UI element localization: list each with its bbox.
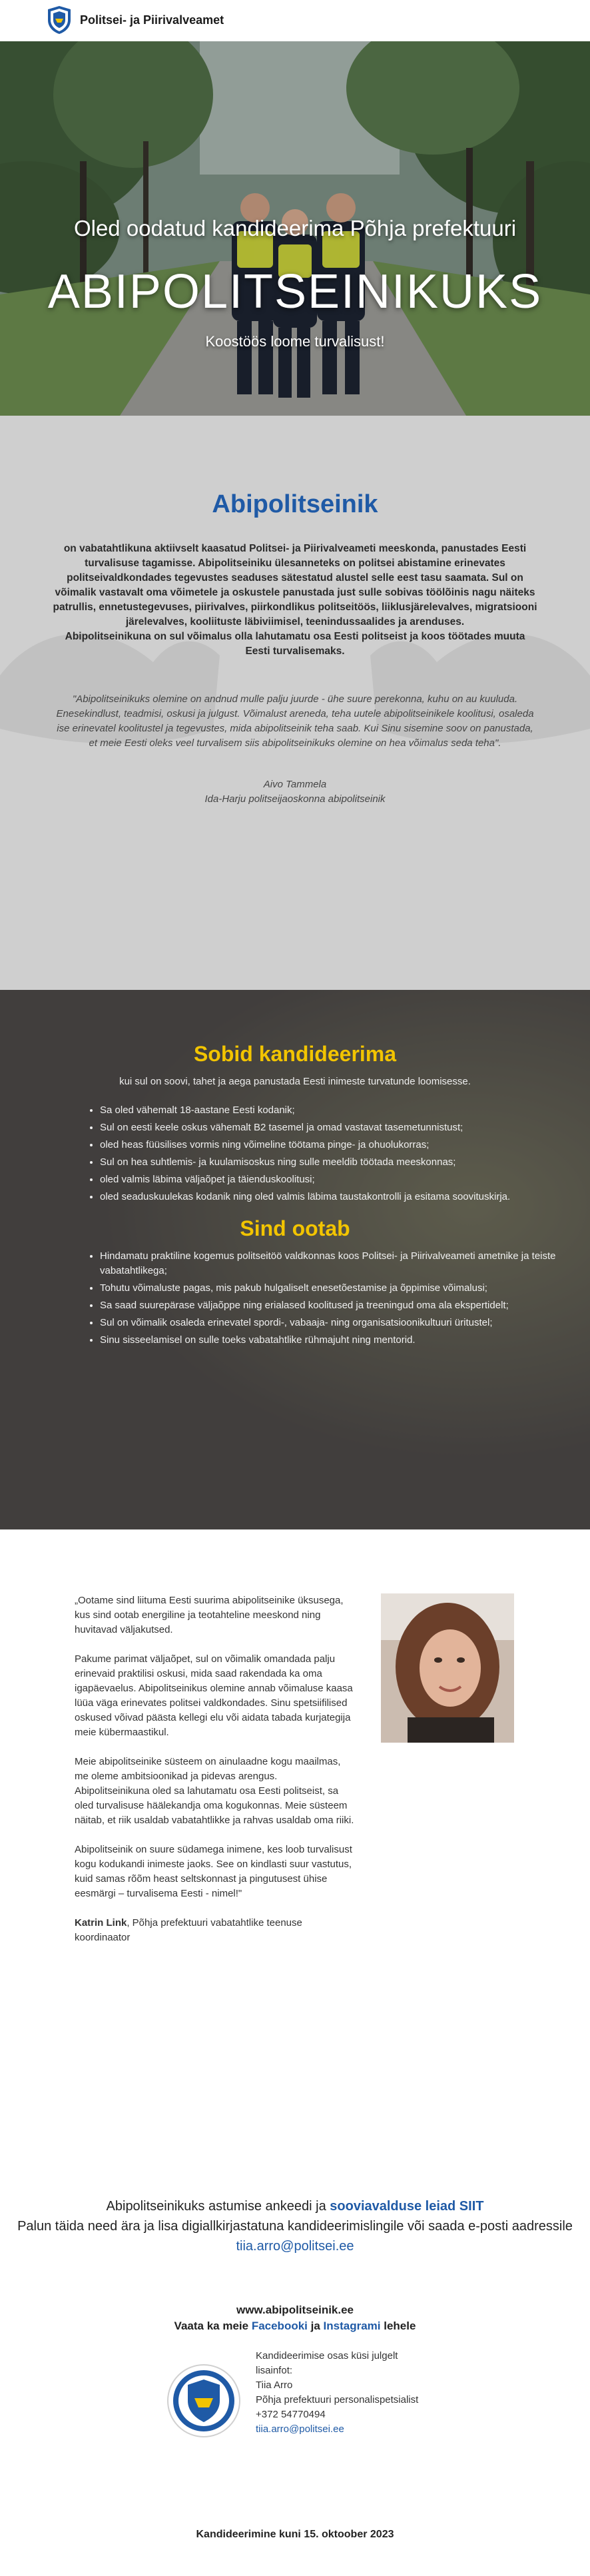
cta-line-1 [0, 2196, 590, 2216]
application-link[interactable]: sooviavalduse leiad SIIT [330, 2199, 484, 2214]
intro-description [52, 542, 538, 659]
requirements-list [84, 1103, 563, 1204]
cta-text-2: Palun täida need ära ja lisa digiallkirjastatuna kandideerimislingile või saada e-posti aadressile [17, 2219, 573, 2234]
signature-name: Aivo Tammela [263, 779, 327, 790]
list-item: • Sul on eesti keele oskus vähemalt B2 tasemel ja omad vastavat tasemetunnistust; [100, 1120, 563, 1135]
email-link[interactable]: tiia.arro@politsei.ee [236, 2239, 354, 2254]
list-item: • Hindamatu praktiline kogemus politseitöö valdkonnas koos Politsei- ja Piirivalveameti ametnike ja teiste vabatahtlikega; [100, 1249, 563, 1278]
social-text-end: lehele [380, 2320, 416, 2332]
author-photo [381, 1593, 514, 1743]
deadline-text: Kandideerimine kuni 15. oktoober 2023 [196, 2529, 394, 2540]
intro-section [0, 416, 590, 990]
intro-heading: Abipolitseinik [212, 490, 378, 518]
hero-tagline: Koostöös loome turvalisust! [205, 333, 385, 350]
signature-role: Ida-Harju politseijaoskonna abipolitseinik [204, 793, 386, 805]
testimonial-author [75, 1916, 354, 1945]
candidates-heading: Sobid kandideerima [193, 1042, 397, 1066]
social-line [0, 2320, 590, 2333]
cta-line-2 [0, 2216, 590, 2256]
intro-quote: "Abipolitseinikuks olemine on andnud mulle palju juurde - ühe suure perekonna, kuhu on au kuuluda. Enesekindlust, teadmisi, oskusi ja julgust. Võimalust areneda, teha uutele abipolitseinikele koolitusi, osaleda ise erinevatel koolitustel ja tegevustes, mida abipolitseinik teha saab. Kui Sinu sisemine soov on panustada, et meie Eesti oleks veel turvalisem siis abipolitseinikuks olemine on hea võimalus seda teha". [56, 693, 534, 749]
hero-title: ABIPOLITSEINIKUKS [47, 265, 543, 318]
list-item: • oled valmis läbima väljaõpet ja täienduskoolitusi; [100, 1172, 563, 1187]
testimonial-section [0, 1529, 590, 2152]
instagram-link[interactable]: Instagrami [323, 2320, 381, 2332]
facebook-link[interactable]: Facebooki [251, 2320, 308, 2332]
testimonial-paragraph: Abipolitseinik on suure südamega inimene, kes loob turvalisust kogu kodukandi inimeste jaoks. See on kindlasti suur vastutus, kuid samas rõõm heast seltskonnast ja pingutusest ühise eesmärgi – turvalisema Eesti - nimel!" [75, 1844, 352, 1899]
list-item: • oled seaduskuulekas kodanik ning oled valmis läbima taustakontrolli ja esitama soovituskirja. [100, 1190, 563, 1204]
list-item: • Sa saad suurepärase väljaõppe ning erialased koolitused ja treeningud oma ala ekspertidelt; [100, 1298, 563, 1313]
candidates-section [0, 990, 590, 1529]
list-item: • Tohutu võimaluste pagas, mis pakub hulgaliselt enesetõestamise ja õppimise võimalusi; [100, 1281, 563, 1296]
police-badge-icon [166, 2363, 241, 2438]
author-name: Katrin Link [75, 1917, 127, 1929]
contact-email[interactable]: tiia.arro@politsei.ee [256, 2423, 344, 2435]
hero-subtitle: Oled oodatud kandideerima Põhja prefektuuri [73, 216, 517, 240]
testimonial-text [75, 1593, 354, 1960]
police-shield-icon [47, 5, 72, 35]
footer [0, 2304, 590, 2540]
intro-description-text: on vabatahtlikuna aktiivselt kaasatud Politsei- ja Piirivalveameti meeskonda, panustades Eesti turvalisuse tagamisse. Abipolitseiniku ülesanneteks on politsei abistamine erinevates politseivaldkondades tegevustes seaduses sätestatud alustel selle eest tasu saamata. Sul on võimalik vastavalt oma võimetele ja oskustele panustada just sulle sobivas töölõinis nagu näiteks patrullis, ennetustegevuses, piirivalves, piirkondlikus politseitöös, liiklusjärelevalves, migratsiooni järelevalves, kooliituste läbiviimisel, teenindussaalides ja arenduses. [53, 543, 537, 628]
brand-name: Politsei- ja Piirivalveamet [80, 13, 224, 27]
list-item: • Sul on hea suhtlemis- ja kuulamisoskus ning sulle meeldib töötada meeskonnas; [100, 1155, 563, 1170]
testimonial-paragraph: Pakume parimat väljaõpet, sul on võimalik omandada palju erinevaid praktilisi oskusi, mida saad rakendada ka oma igapäevaelus. Abipolitseinikus olemine annab võimaluse kaasa lüüa väga erinevates politsei valdkondades. Sinu spetsiifilised oskused võivad päästa kellegi elu või aidata tabada kurjategija meie kübermaastikul. [75, 1653, 353, 1738]
contact-phone[interactable]: +372 54770494 [256, 2409, 326, 2420]
social-text: Vaata ka meie [174, 2320, 252, 2332]
brand-logo[interactable] [47, 5, 224, 35]
list-item: • Sa oled vähemalt 18-aastane Eesti kodanik; [100, 1103, 563, 1118]
benefits-list [84, 1249, 563, 1348]
contact-info [256, 2349, 429, 2437]
list-item: • Sinu sisseelamisel on sulle toeks vabatahtlike rühmajuht ning mentorid. [100, 1333, 563, 1348]
testimonial-paragraph: „Ootame sind liituma Eesti suurima abipolitseinike üksusega, kus sind ootab energiline ja teotahteline meeskond ning huvitavad väljakutsed. [75, 1595, 344, 1635]
portrait-image [381, 1593, 514, 1743]
author-role: , Põhja prefektuuri vabatahtlike teenuse koordinaator [75, 1917, 302, 1943]
contact-title: Kandideerimise osas küsi julgelt lisainfot: [256, 2350, 398, 2376]
contact-role: Põhja prefektuuri personalispetsialist [256, 2394, 419, 2405]
candidates-sub: kui sul on soovi, tahet ja aega panustada Eesti inimeste turvatunde loomisesse. [119, 1076, 471, 1087]
testimonial-paragraph: Meie abipolitseinike süsteem on ainulaadne kogu maailmas, me oleme ambitsioonikad ja pidevas arengus. Abipolitseinikuna oled sa lahutamatu osa Eesti politseist, sa oled turvalisuse häälekandja oma kogukonnas. Meie süsteem näitab, et riik usaldab vabatahtlikke ja rahvas usaldab oma riiki. [75, 1756, 354, 1826]
list-item: • oled heas füüsilises vormis ning võimeline töötama pinge- ja ohuolukorras; [100, 1138, 563, 1152]
list-item: • Sul on võimalik osaleda erinevatel spordi-, vabaaja- ning organisatsioonikultuuri üritustel; [100, 1316, 563, 1330]
site-header [0, 0, 590, 41]
website-link[interactable]: www.abipolitseinik.ee [236, 2304, 354, 2316]
cta-block [0, 2196, 590, 2256]
quote-signature [55, 777, 535, 807]
contact-name: Tiia Arro [256, 2379, 293, 2391]
benefits-heading: Sind ootab [240, 1216, 350, 1240]
social-text-and: ja [307, 2320, 324, 2332]
hero-banner [0, 41, 590, 416]
cta-text: Abipolitseinikuks astumise ankeedi ja [106, 2199, 330, 2214]
intro-description-text-2: Abipolitseinikuna on sul võimalus olla lahutamatu osa Eesti politseist ja koos töötades muuta Eesti turvalisemaks. [65, 631, 525, 657]
